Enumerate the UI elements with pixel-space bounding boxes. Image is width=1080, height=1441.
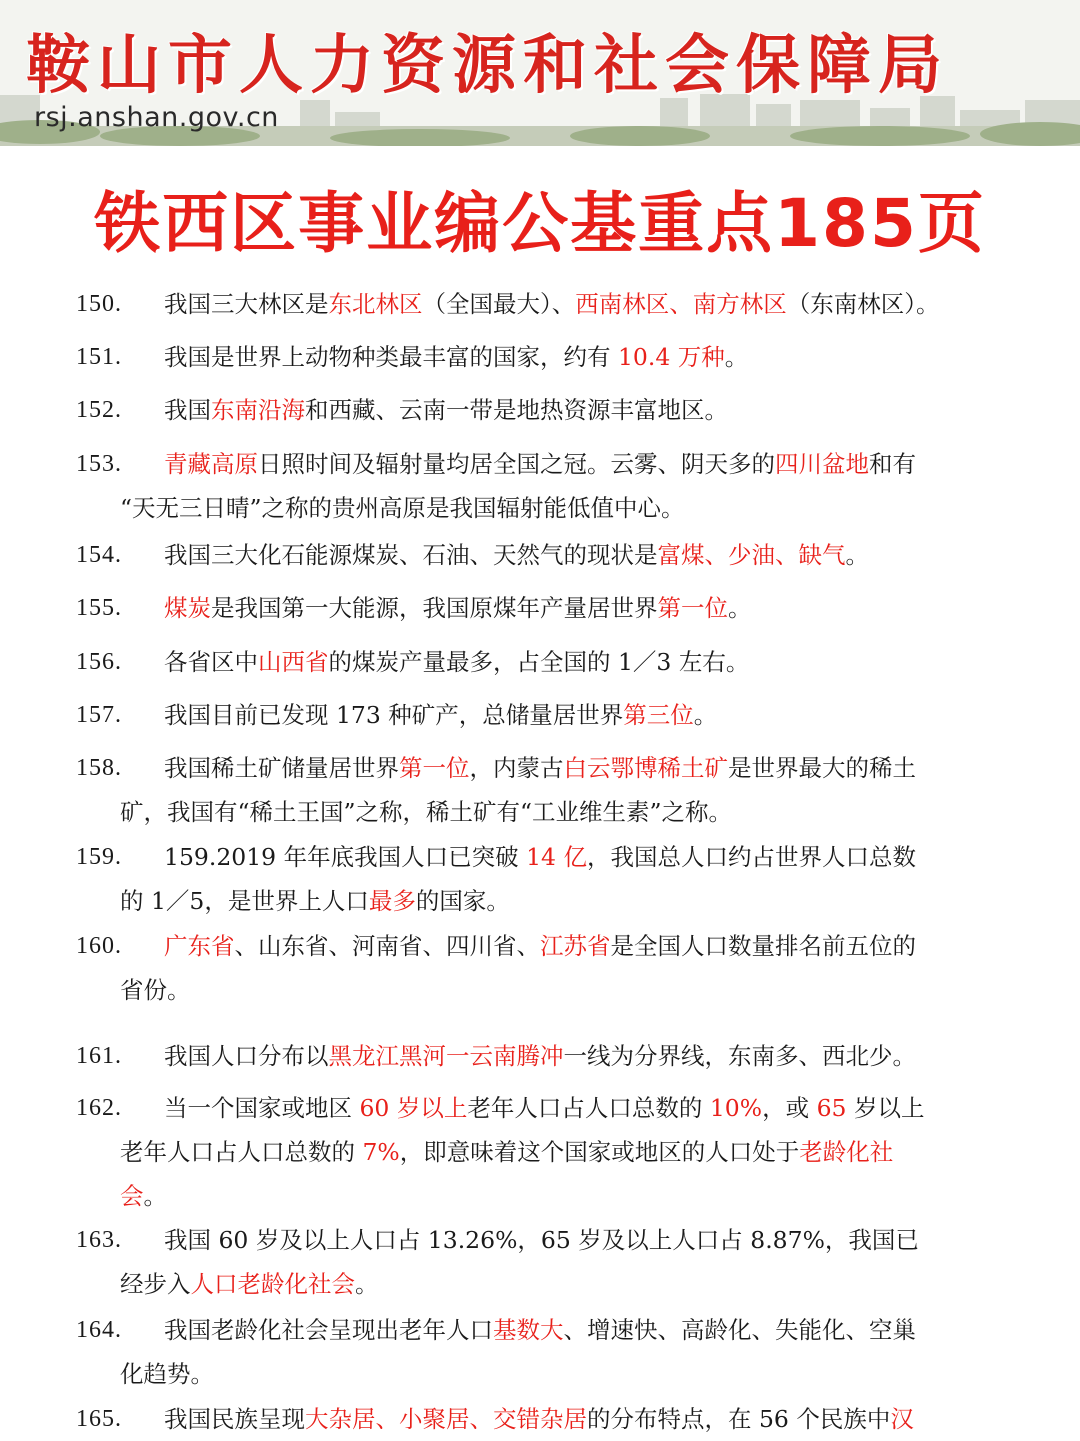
item-text-line	[120, 879, 510, 923]
highlight-text: 四川盆地	[775, 450, 869, 478]
body-text: 我国民族呈现	[164, 1405, 305, 1433]
item-text-line	[120, 790, 732, 834]
item-text-line	[164, 586, 752, 630]
highlight-text: 白云鄂博稀土矿	[563, 754, 728, 782]
body-text: 一线为分界线，东南多、西北少。	[563, 1042, 916, 1070]
body-text: 化趋势。	[120, 1360, 214, 1388]
body-text: （全国最大）、	[422, 290, 576, 318]
highlight-text: 青藏高原	[164, 450, 258, 478]
highlight-text: 西南林区、南方林区	[575, 290, 787, 318]
body-text: 是我国第一大能源，我国原煤年产量居世界	[211, 594, 658, 622]
body-text: 老年人口占人口总数的	[120, 1138, 363, 1166]
site-banner	[0, 0, 1080, 146]
highlight-text: 第三位	[623, 701, 694, 729]
item-number: 155.	[76, 595, 122, 621]
body-text: 省份。	[120, 976, 191, 1004]
item-text-line	[120, 1130, 893, 1174]
body-text: 当一个国家或地区	[164, 1094, 360, 1122]
item-text-line	[120, 1174, 167, 1218]
body-text: 我国目前已发现 173 种矿产，总储量居世界	[164, 701, 624, 729]
item-number: 162.	[76, 1095, 122, 1121]
highlight-text: 65	[816, 1094, 847, 1122]
highlight-text: 黑龙江黑河一云南腾冲	[328, 1042, 564, 1070]
item-text-line	[120, 486, 685, 530]
item-number: 164.	[76, 1317, 122, 1343]
body-text: 我国稀土矿储量居世界	[164, 754, 399, 782]
item-number: 165.	[76, 1406, 122, 1432]
item-text-line	[164, 924, 916, 968]
highlight-text: 会	[120, 1182, 144, 1210]
highlight-text: 汉	[890, 1405, 914, 1433]
item-number: 156.	[76, 649, 122, 675]
body-text: “天无三日晴”之称的贵州高原是我国辐射能低值中心。	[120, 494, 685, 522]
item-number: 159.	[76, 844, 122, 870]
highlight-text: 老龄化社	[799, 1138, 894, 1166]
body-text: 的分布特点，在 56 个民族中	[587, 1405, 891, 1433]
item-text-line	[164, 1086, 924, 1130]
item-number: 151.	[76, 344, 122, 370]
item-number: 154.	[76, 542, 122, 568]
body-text: 我国是世界上动物种类最丰富的国家，约有	[164, 343, 618, 371]
body-text: 岁以上	[846, 1094, 925, 1122]
body-text: 。	[845, 541, 869, 569]
item-number: 157.	[76, 702, 122, 728]
body-text: ，内蒙古	[469, 754, 564, 782]
body-text: 。	[724, 343, 749, 371]
body-text: 是全国人口数量排名前五位的	[610, 932, 916, 960]
highlight-text: 山西省	[258, 648, 329, 676]
highlight-text: 10.4 万种	[617, 343, 725, 371]
body-text: 是世界最大的稀土	[728, 754, 916, 782]
highlight-text: 江苏省	[540, 932, 611, 960]
page-headline: 铁西区事业编公基重点185页	[94, 185, 986, 262]
highlight-text: 大杂居、小聚居、交错杂居	[305, 1405, 587, 1433]
item-number: 163.	[76, 1227, 122, 1253]
body-text: 的 1／5，是世界上人口	[120, 887, 369, 915]
highlight-text: 最多	[368, 887, 416, 915]
body-text: 的国家。	[415, 887, 510, 915]
body-text: 日照时间及辐射量均居全国之冠。云雾、阴天多的	[258, 450, 775, 478]
item-text-line	[120, 1352, 214, 1396]
body-text: 我国 60 岁及以上人口占 13.26%，65 岁及以上人口占 8.87%，我国已	[164, 1226, 919, 1254]
body-text: ，或	[762, 1094, 817, 1122]
body-text: 。	[693, 701, 718, 729]
body-text: 我国老龄化社会呈现出老年人口	[164, 1316, 493, 1344]
highlight-text: 广东省	[164, 932, 235, 960]
body-text: 、增速快、高龄化、失能化、空巢	[563, 1316, 916, 1344]
body-text: （东南林区）。	[786, 290, 940, 318]
highlight-text: 7%	[362, 1138, 400, 1166]
body-text: 各省区中	[164, 648, 258, 676]
body-text: 和西藏、云南一带是地热资源丰富地区。	[305, 396, 728, 424]
item-number: 152.	[76, 397, 122, 423]
body-text: 和有	[869, 450, 916, 478]
item-number: 160.	[76, 933, 122, 959]
body-text: 。	[728, 594, 752, 622]
highlight-text: 东北林区	[328, 290, 423, 318]
item-text-line	[164, 335, 748, 379]
body-text: 我国三大化石能源煤炭、石油、天然气的现状是	[164, 541, 658, 569]
item-number: 161.	[76, 1043, 122, 1069]
highlight-text: 基数大	[493, 1316, 564, 1344]
highlight-text: 14 亿	[526, 843, 587, 871]
body-text: ，我国总人口约占世界人口总数	[586, 843, 916, 871]
item-text-line	[164, 1218, 919, 1262]
item-text-line	[164, 533, 869, 577]
item-text-line	[164, 640, 749, 684]
body-text: 的煤炭产量最多，占全国的 1／3 左右。	[328, 648, 750, 676]
item-text-line	[164, 282, 940, 326]
body-text: 。	[355, 1270, 379, 1298]
body-text: 我国三大林区是	[164, 290, 329, 318]
item-text-line	[164, 746, 916, 790]
item-text-line	[164, 442, 916, 486]
item-text-line	[164, 835, 916, 879]
body-text: 、山东省、河南省、四川省、	[234, 932, 540, 960]
bureau-title: 鞍山市人力资源和社会保障局	[26, 29, 949, 103]
body-text: 159.2019 年年底我国人口已突破	[164, 843, 527, 871]
item-text-line	[164, 1308, 916, 1352]
body-text: ，即意味着这个国家或地区的人口处于	[399, 1138, 800, 1166]
item-number: 158.	[76, 755, 122, 781]
highlight-text: 第一位	[399, 754, 470, 782]
highlight-text: 60 岁以上	[359, 1094, 468, 1122]
highlight-text: 富煤、少油、缺气	[657, 541, 846, 569]
highlight-text: 第一位	[657, 594, 728, 622]
body-text: 我国人口分布以	[164, 1042, 329, 1070]
site-url: rsj.anshan.gov.cn	[34, 102, 279, 133]
body-text: 我国	[164, 396, 211, 424]
highlight-text: 10%	[709, 1094, 763, 1122]
body-text: 经步入	[120, 1270, 191, 1298]
item-text-line	[164, 1397, 914, 1441]
item-text-line	[120, 968, 191, 1012]
item-text-line	[120, 1262, 379, 1306]
highlight-text: 东南沿海	[211, 396, 305, 424]
item-text-line	[164, 1034, 916, 1078]
body-text: 老年人口占人口总数的	[467, 1094, 710, 1122]
highlight-text: 煤炭	[164, 594, 211, 622]
item-number: 150.	[76, 291, 122, 317]
highlight-text: 人口老龄化社会	[190, 1270, 355, 1298]
item-number: 153.	[76, 451, 122, 477]
body-text: 矿，我国有“稀土王国”之称，稀土矿有“工业维生素”之称。	[120, 798, 733, 826]
body-text: 。	[143, 1182, 167, 1210]
item-text-line	[164, 388, 728, 432]
item-text-line	[164, 693, 717, 737]
